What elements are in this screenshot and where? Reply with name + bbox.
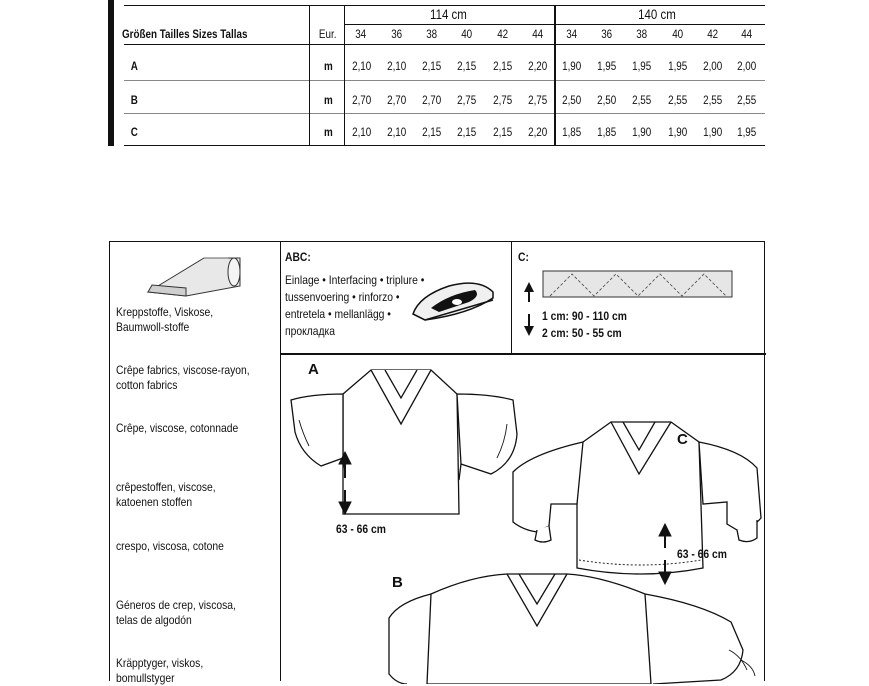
size-44: 44 (741, 27, 753, 41)
table-rule (124, 145, 765, 146)
view-c-measure: 63 - 66 cm (677, 547, 727, 561)
cell-value: 1,90 (562, 59, 582, 73)
size-38: 38 (426, 27, 438, 41)
interfacing-line: Einlage • Interfacing • triplure • (285, 273, 425, 287)
iron-icon (409, 274, 499, 324)
cell-value: 2,20 (528, 125, 548, 139)
fabric-es: Géneros de crep, viscosa, telas de algodón (116, 598, 236, 627)
size-34: 34 (566, 27, 578, 41)
view-b-label: B (392, 574, 403, 591)
eur-header: Eur. (318, 27, 337, 41)
cell-value: 1,95 (668, 59, 688, 73)
view-a-label: A (308, 361, 319, 378)
row-label: A (130, 59, 138, 73)
cell-value: 2,00 (737, 59, 757, 73)
cell-value: 2,10 (352, 125, 372, 139)
interfacing-line: прокладка (285, 324, 335, 338)
tape-box (512, 242, 764, 354)
cell-value: 2,50 (597, 93, 617, 107)
row-unit: m (323, 125, 333, 139)
cell-value: 2,10 (352, 59, 372, 73)
cell-value: 1,85 (562, 125, 582, 139)
table-rule (124, 113, 765, 114)
cell-value: 2,10 (387, 125, 407, 139)
size-40: 40 (461, 27, 473, 41)
table-left-bar (108, 0, 114, 146)
fabric-en: Crêpe fabrics, viscose-rayon, cotton fabrics (116, 363, 250, 392)
cell-value: 2,55 (632, 93, 652, 107)
size-42: 42 (707, 27, 719, 41)
cell-value: 2,70 (387, 93, 407, 107)
view-b-drawing (389, 574, 755, 684)
tape-heading: C: (518, 250, 529, 264)
cell-value: 1,90 (668, 125, 688, 139)
cell-value: 1,85 (597, 125, 617, 139)
cell-value: 1,95 (737, 125, 757, 139)
cell-value: 2,50 (562, 93, 582, 107)
size-36: 36 (391, 27, 403, 41)
cell-value: 2,75 (528, 93, 548, 107)
view-c-label: C (677, 431, 688, 448)
row-unit: m (323, 93, 333, 107)
fabric-it: crespo, viscosa, cotone (116, 539, 224, 553)
cell-value: 1,95 (632, 59, 652, 73)
table-rule (344, 5, 345, 146)
cell-value: 2,15 (457, 59, 477, 73)
cell-value: 2,15 (422, 125, 442, 139)
cell-value: 2,70 (422, 93, 442, 107)
row-label: B (130, 93, 138, 107)
view-a-drawing (291, 370, 517, 514)
sizes-header: Größen Tailles Sizes Tallas (122, 27, 248, 41)
cell-value: 1,95 (597, 59, 617, 73)
cell-value: 2,75 (457, 93, 477, 107)
bias-tape-icon (542, 270, 734, 298)
table-rule (554, 5, 556, 146)
cell-value: 2,15 (493, 59, 513, 73)
size-42: 42 (497, 27, 509, 41)
fabric-nl: crêpestoffen, viscose, katoenen stoffen (116, 480, 216, 509)
size-38: 38 (636, 27, 648, 41)
yardage-table (108, 0, 765, 146)
row-unit: m (323, 59, 333, 73)
size-44: 44 (532, 27, 544, 41)
cell-value: 2,70 (352, 93, 372, 107)
row-label: C (130, 125, 138, 139)
garment-views (281, 354, 765, 684)
width-114-header: 114 cm (430, 6, 467, 22)
view-a-measure: 63 - 66 cm (336, 522, 386, 536)
cell-value: 1,90 (703, 125, 723, 139)
cell-value: 2,20 (528, 59, 548, 73)
size-34: 34 (355, 27, 367, 41)
fabric-info-panel (109, 241, 765, 685)
width-140-header: 140 cm (638, 6, 676, 22)
size-40: 40 (672, 27, 684, 41)
cell-value: 2,15 (493, 125, 513, 139)
fabric-bolt-icon (144, 252, 244, 300)
cell-value: 1,90 (632, 125, 652, 139)
tape-line-2: 2 cm: 50 - 55 cm (542, 326, 622, 340)
cell-value: 2,10 (387, 59, 407, 73)
tape-line-1: 1 cm: 90 - 110 cm (542, 309, 627, 323)
size-36: 36 (601, 27, 613, 41)
double-arrow-icon (522, 280, 536, 338)
cell-value: 2,15 (422, 59, 442, 73)
table-rule (309, 5, 310, 146)
table-rule (124, 80, 765, 81)
cell-value: 2,55 (737, 93, 757, 107)
cell-value: 2,00 (703, 59, 723, 73)
table-rule (124, 44, 765, 45)
interfacing-line: entretela • mellanlägg • (285, 307, 391, 321)
interfacing-box (281, 242, 512, 354)
cell-value: 2,55 (703, 93, 723, 107)
interfacing-line: tussenvoering • rinforzo • (285, 290, 400, 304)
interfacing-heading: ABC: (285, 250, 311, 264)
fabric-fr: Crêpe, viscose, cotonnade (116, 421, 239, 435)
cell-value: 2,75 (493, 93, 513, 107)
fabric-sv: Kräpptyger, viskos, bomullstyger (116, 656, 204, 685)
fabric-suggestions (110, 242, 281, 685)
cell-value: 2,15 (457, 125, 477, 139)
fabric-de: Kreppstoffe, Viskose, Baumwoll-stoffe (116, 305, 214, 334)
cell-value: 2,55 (668, 93, 688, 107)
